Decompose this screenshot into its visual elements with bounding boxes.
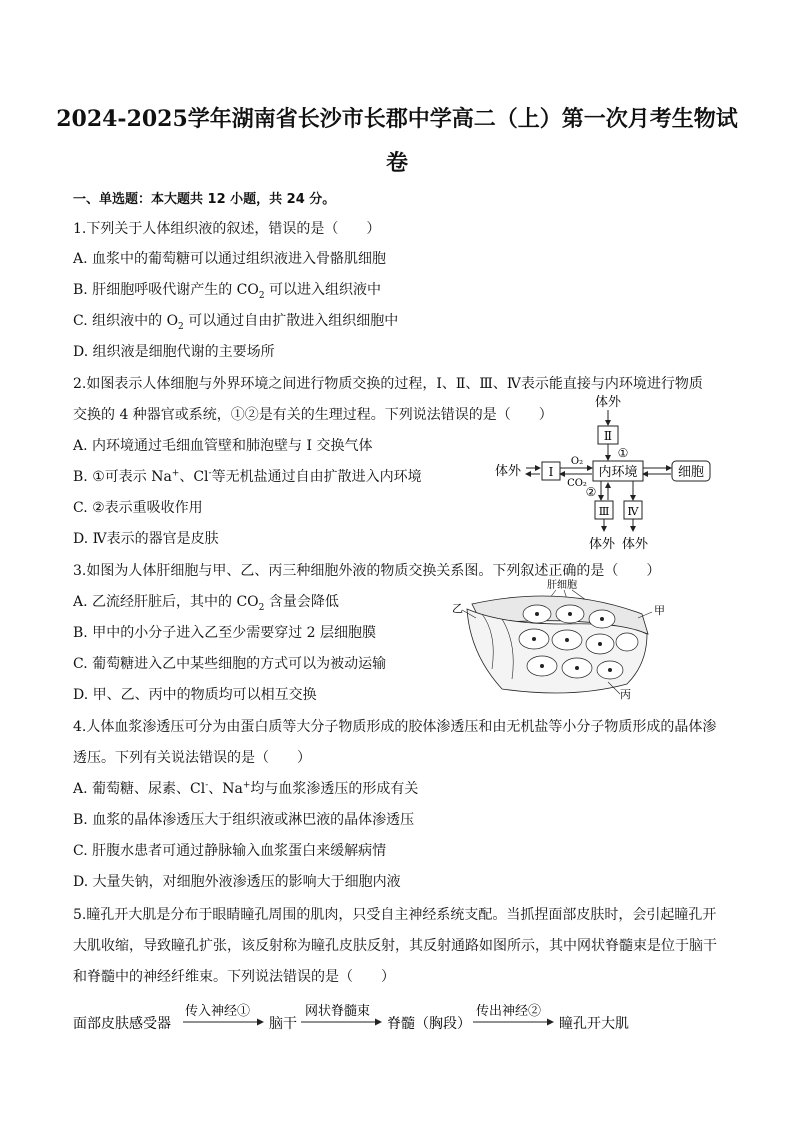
q1-option-b [73,279,381,301]
q4-a-sup1: - [205,780,209,791]
q4-option-d: D. 大量失钠，对细胞外液渗透压的影响大于细胞内液 [73,874,401,890]
q2-option-d: D. Ⅳ表示的器官是皮肤 [73,531,219,547]
arrow-label-efferent: 传出神经② [476,1004,542,1019]
q1-b-text: B. 肝细胞呼吸代谢产生的 CO [73,282,259,298]
q3-a-text2: 含量会降低 [264,594,339,610]
q2-b-mid: 、Cl [179,469,209,485]
node-spinal-cord: 脊髓（胸段） [387,1016,471,1032]
label-iii: Ⅲ [598,505,610,518]
q2-option-a: A. 内环境通过毛细血管壁和肺泡壁与 I 交换气体 [73,438,373,454]
q5-reflex-pathway [73,1000,713,1036]
q4-stem-line1: 4.人体血浆渗透压可分为由蛋白质等大分子物质形成的胶体渗透压和由无机盐等小分子物质形成的晶体渗 [73,719,717,735]
arrow-label-reticulospinal: 网状脊髓束 [305,1004,371,1019]
q3-option-b: B. 甲中的小分子进入乙至少需要穿过 2 层细胞膜 [73,625,376,641]
q5-stem-line2: 大肌收缩，导致瞳孔扩张，该反射称为瞳孔皮肤反射，其反射通路如图所示，其中网状脊髓束是位于脑干 [73,938,717,954]
q2-b-sup2: - [208,468,212,479]
label-iv: Ⅳ [627,505,639,518]
q4-stem-line2: 透压。下列有关说法错误的是（ ） [73,750,311,766]
q5-stem-line1: 5.瞳孔开大肌是分布于眼睛瞳孔周围的肌肉，只受自主神经系统支配。当抓捏面部皮肤时，会引起瞳孔开 [73,907,717,923]
section-header: 一、单选题：本大题共 12 小题，共 24 分。 [73,192,336,207]
label-liver-cell: 肝细胞 [547,580,577,591]
q2-b-sup1: + [171,468,180,479]
q3-liver-tissue-diagram [442,574,672,706]
q4-option-b: B. 血浆的晶体渗透压大于组织液或淋巴液的晶体渗透压 [73,812,415,828]
q4-a-text2: 均与血浆渗透压的形成有关 [250,781,419,797]
q4-a-mid: 、Na [208,781,243,797]
q2-exchange-diagram [488,388,718,553]
label-co2: CO₂ [567,478,587,489]
label-o2: O₂ [570,456,584,467]
q3-stem: 3.如图为人体肝细胞与甲、乙、丙三种细胞外液的物质交换关系图。下列叙述正确的是（ ） [73,563,661,579]
exam-title-line2: 卷 [385,150,408,176]
q1-stem: 1.下列关于人体组织液的叙述，错误的是（ ） [73,221,381,237]
q2-option-c: C. ②表示重吸收作用 [73,500,203,516]
label-cell: 细胞 [677,465,705,480]
q1-b-text2: 可以进入组织液中 [264,282,382,298]
label-i: I [548,465,554,479]
label-process-2: ② [585,485,597,499]
q2-option-b [73,466,422,486]
label-bing: 丙 [620,688,631,701]
q3-option-d: D. 甲、乙、丙中的物质均可以相互交换 [73,687,317,703]
arrow-label-afferent: 传入神经① [185,1004,251,1019]
node-pupil-dilator: 瞳孔开大肌 [559,1016,629,1032]
node-skin-receptor: 面部皮肤感受器 [73,1016,171,1032]
q3-a-text: A. 乙流经肝脏后，其中的 CO [73,594,259,610]
q1-option-a: A. 血浆中的葡萄糖可以通过组织液进入骨骼肌细胞 [73,251,387,267]
q1-c-text2: 可以通过自由扩散进入组织细胞中 [183,313,399,329]
q4-option-a [73,778,418,798]
q2-b-text: B. ①可表示 Na [73,469,172,485]
label-jia: 甲 [654,604,665,617]
q2-stem-line2: 交换的 4 种器官或系统，①②是有关的生理过程。下列说法错误的是（ ） [73,407,553,423]
diagram-bottom-outside-1: 体外 [588,537,616,552]
q4-option-c: C. 肝腹水患者可通过静脉输入血浆蛋白来缓解病情 [73,843,387,859]
q2-stem-line1: 2.如图表示人体细胞与外界环境之间进行物质交换的过程，Ⅰ、Ⅱ、Ⅲ、Ⅳ表示能直接与内环境进行物质 [73,376,703,392]
q3-option-c: C. 葡萄糖进入乙中某些细胞的方式可以为被动运输 [73,656,387,672]
q5-stem-line3: 和脊髓中的神经纤维束。下列说法错误的是（ ） [73,969,395,985]
q1-c-sub: 2 [178,321,184,332]
label-ii: Ⅱ [603,429,613,443]
node-brainstem: 脑干 [269,1016,297,1032]
diagram-left-outside: 体外 [494,464,522,479]
q3-a-sub: 2 [258,602,265,613]
diagram-bottom-outside-2: 体外 [621,537,649,552]
label-process-1: ① [617,446,629,460]
diagram-top-outside: 体外 [594,395,622,410]
label-internal-environment: 内环境 [598,465,638,480]
q1-option-c [73,310,398,332]
exam-title-line1: 2024-2025学年湖南省长沙市长郡中学高二（上）第一次月考生物试 [56,106,738,132]
label-yi: 乙 [452,602,463,615]
q4-a-text: A. 葡萄糖、尿素、Cl [73,781,206,797]
q4-a-sup2: + [242,780,251,791]
q2-b-text2: 等无机盐通过自由扩散进入内环境 [211,469,422,485]
q1-b-sub: 2 [258,290,265,301]
q3-option-a [73,591,339,613]
q1-option-d: D. 组织液是细胞代谢的主要场所 [73,344,275,360]
q1-c-text: C. 组织液中的 O [73,313,179,329]
